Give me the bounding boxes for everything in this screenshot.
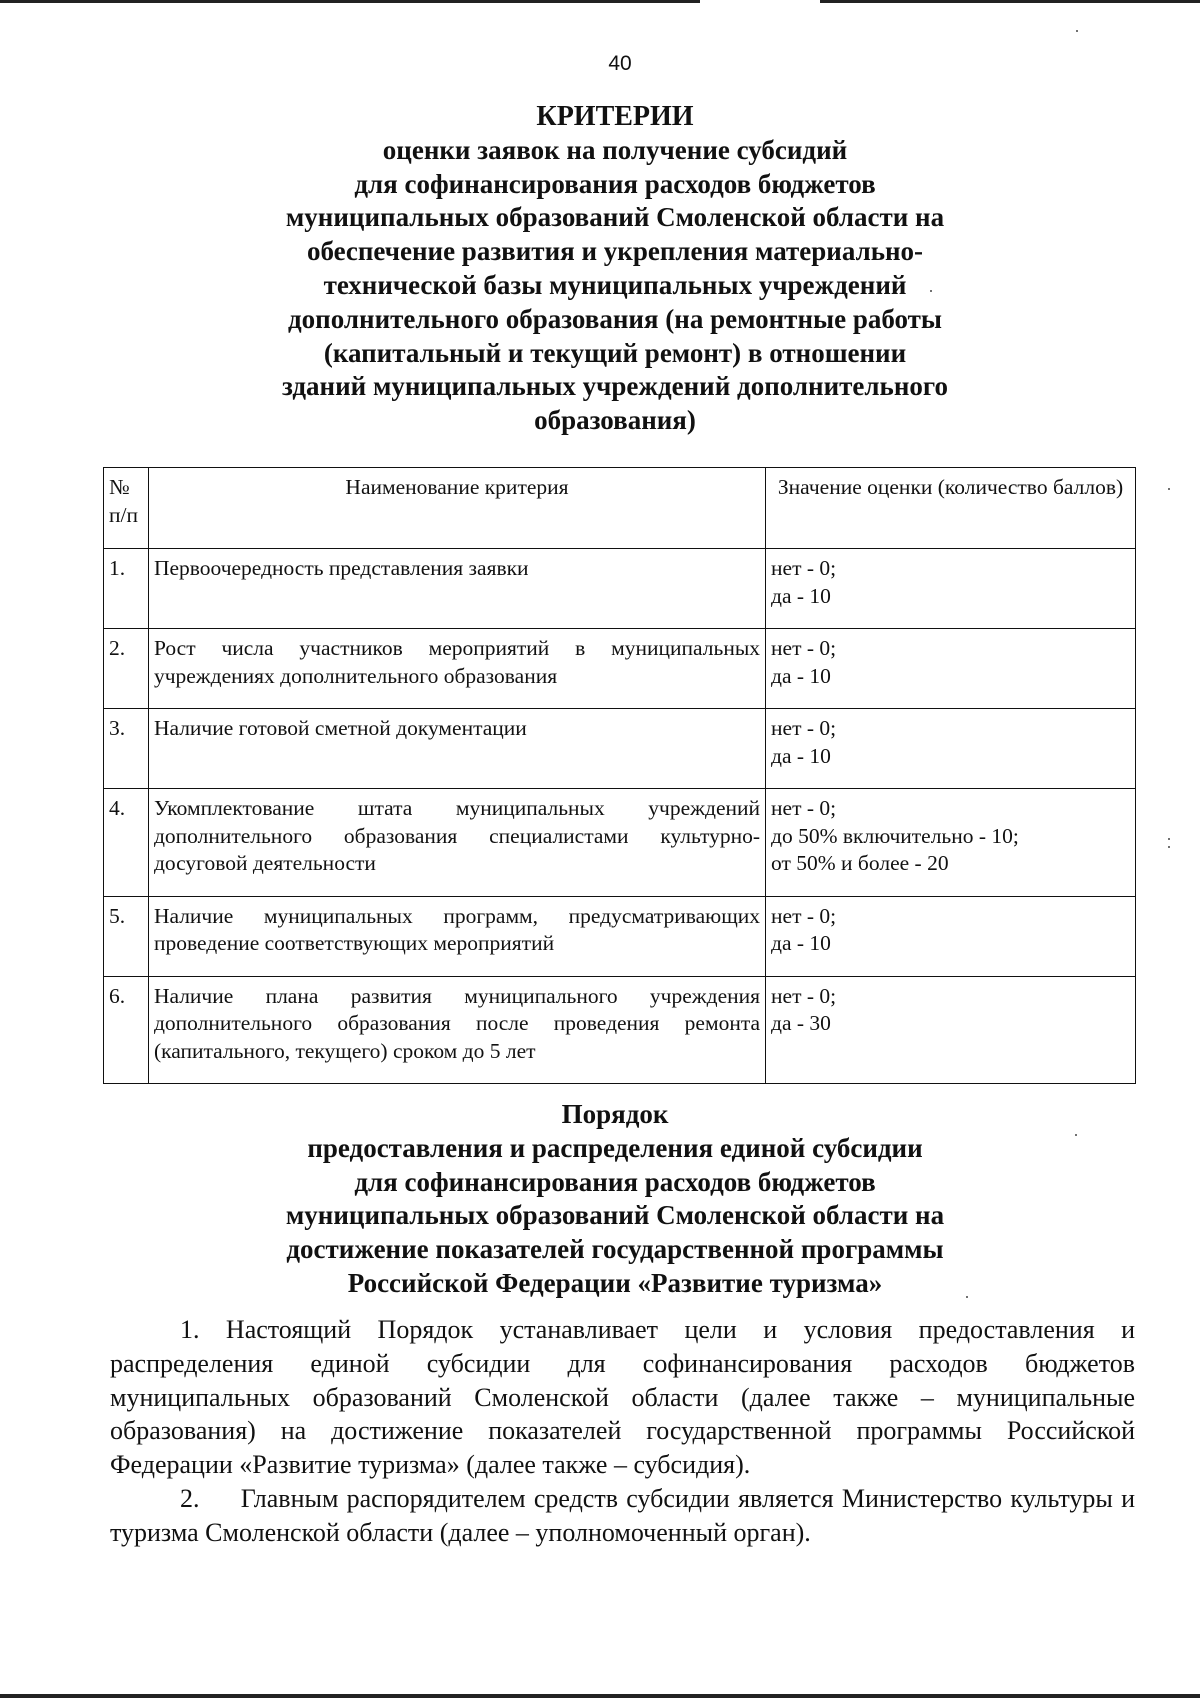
score-line: до 50% включительно - 10; (771, 823, 1019, 848)
criteria-title-line: для софинансирования расходов бюджетов (354, 168, 876, 199)
score-line: нет - 0; (771, 556, 837, 580)
criteria-title-line: муниципальных образований Смоленской области на (285, 202, 945, 233)
row-score (766, 896, 1136, 976)
score-line: да - 10 (771, 663, 831, 688)
score-line: нет - 0; (771, 636, 837, 660)
header-criterion-name: Наименование критерия (148, 468, 765, 549)
order-body (110, 1313, 1142, 1550)
scan-speck (1168, 488, 1170, 490)
criteria-title-line: (капитальный и текущий ремонт) в отношении (323, 337, 907, 368)
row-number: 1. (104, 549, 149, 629)
criteria-title-line: образования) (534, 405, 696, 436)
row-score (766, 709, 1136, 789)
row-number: 3. (104, 709, 149, 789)
criteria-title-line: обеспечение развития и укрепления материально- (306, 236, 924, 267)
scan-speck (1075, 1134, 1077, 1136)
paragraph: 2. Главным распорядителем средств субсидии является Министерство культуры и туризма Смоленской области (далее – уполномоченный орган). (110, 1483, 1142, 1547)
row-number: 2. (104, 629, 149, 709)
criteria-table (103, 467, 1136, 1084)
score-line: да - 10 (771, 743, 831, 768)
order-title-block (200, 1098, 1030, 1301)
row-score (766, 549, 1136, 629)
table-row (104, 549, 1136, 629)
row-number: 4. (104, 789, 149, 897)
table-header-row (104, 468, 1136, 549)
scan-speck (930, 290, 932, 292)
row-criterion: Наличие плана развития муниципального учреждения дополнительного образования после проведения ремонта (капитального, текущего) сроком до 5 лет (148, 976, 765, 1084)
score-line: да - 10 (771, 583, 831, 608)
criteria-title-line: дополнительного образования (на ремонтные работы (288, 303, 942, 334)
row-number: 6. (104, 976, 149, 1084)
score-line: нет - 0; (771, 983, 837, 1008)
paragraph: 1. Настоящий Порядок устанавливает цели и условия предоставления и распределения единой субсидии для софинансирования расходов бюджетов муниципальных образований Смоленской области (далее также – муниципальные образования) на достижение показателей государственной программы Российской Федерации «Развитие туризма» (далее также – субсидия). (110, 1315, 1135, 1480)
score-line: нет - 0; (771, 903, 837, 928)
table-row (104, 709, 1136, 789)
page-number: 40 (608, 52, 632, 75)
scan-edge-bottom (0, 1694, 1200, 1698)
row-score (766, 789, 1136, 897)
row-criterion: Укомплектование штата муниципальных учреждений дополнительного образования специалистами культурно-досуговой деятельности (148, 789, 765, 897)
table-row (104, 629, 1136, 709)
score-line: нет - 0; (771, 716, 837, 740)
row-score (766, 976, 1136, 1084)
scan-speck (1168, 838, 1170, 840)
score-line: да - 30 (771, 1011, 831, 1035)
score-line: да - 10 (771, 931, 831, 955)
criteria-title-line: оценки заявок на получение субсидий (382, 134, 848, 165)
criteria-heading: КРИТЕРИИ (536, 101, 694, 132)
order-title-line: для софинансирования расходов бюджетов (354, 1166, 876, 1197)
criteria-title-line: технической базы муниципальных учреждений (323, 269, 907, 300)
row-number: 5. (104, 896, 149, 976)
scan-speck (966, 1296, 968, 1298)
table-row (104, 789, 1136, 897)
scan-speck (1076, 30, 1078, 32)
score-line: от 50% и более - 20 (771, 851, 949, 875)
table-row (104, 976, 1136, 1084)
order-title-line: достижение показателей государственной программы (286, 1234, 944, 1265)
row-criterion: Наличие готовой сметной документации (148, 709, 765, 789)
criteria-title-block (200, 100, 1030, 438)
row-criterion: Первоочередность представления заявки (148, 549, 765, 629)
order-title-line: Российской Федерации «Развитие туризма» (347, 1267, 883, 1298)
header-number: № п/п (104, 468, 149, 549)
scan-speck (1168, 846, 1170, 848)
row-score (766, 629, 1136, 709)
criteria-title-line: зданий муниципальных учреждений дополнительного (282, 371, 948, 402)
scan-edge-top (0, 0, 1200, 3)
header-score: Значение оценки (количество баллов) (766, 468, 1136, 549)
table-row (104, 896, 1136, 976)
scan-edge-gap (700, 0, 820, 3)
order-title-line: предоставления и распределения единой субсидии (307, 1132, 923, 1163)
order-heading: Порядок (561, 1099, 669, 1129)
row-criterion: Рост числа участников мероприятий в муниципальных учреждениях дополнительного образования (148, 629, 765, 709)
order-title-line: муниципальных образований Смоленской области на (285, 1200, 945, 1231)
score-line: нет - 0; (771, 796, 837, 820)
row-criterion: Наличие муниципальных программ, предусматривающих проведение соответствующих мероприятий (148, 896, 765, 976)
